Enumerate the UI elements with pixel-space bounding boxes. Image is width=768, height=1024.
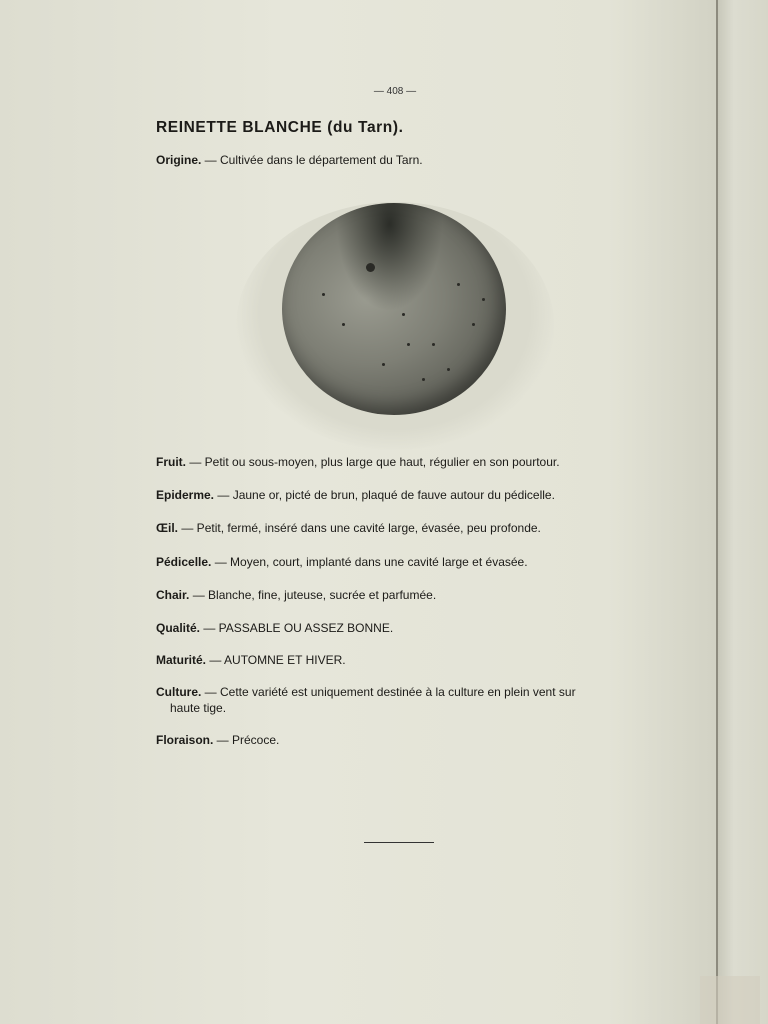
- entry-text: — Jaune or, picté de brun, plaqué de fauve autour du pédicelle.: [214, 488, 555, 502]
- entry-label: Qualité.: [156, 621, 201, 635]
- entry-oeil: [156, 520, 656, 536]
- origin-line: [156, 152, 656, 168]
- entry-label: Epiderme.: [156, 488, 215, 502]
- entry-floraison: [156, 732, 656, 748]
- entry-label: Maturité.: [156, 653, 207, 667]
- entry-text: — Moyen, court, implanté dans une cavité large et évasée.: [211, 555, 528, 569]
- entry-maturite: [156, 652, 656, 668]
- entry-text: — Petit ou sous-moyen, plus large que haut, régulier en son pourtour.: [186, 455, 560, 469]
- entry-text: — Blanche, fine, juteuse, sucrée et parfumée.: [189, 588, 437, 602]
- entry-label: Fruit.: [156, 455, 186, 469]
- entry-label: Chair.: [156, 588, 190, 602]
- entry-epiderme: [156, 487, 656, 503]
- entry-chair: [156, 587, 656, 603]
- entry-label: Œil.: [156, 521, 179, 535]
- entry-label: Culture.: [156, 685, 202, 699]
- entry-fruit: [156, 454, 656, 470]
- apple-photo: [282, 203, 506, 415]
- section-divider: [364, 842, 434, 843]
- entry-qualite: [156, 620, 656, 636]
- entry-text: — PASSABLE OU ASSEZ BONNE.: [200, 621, 394, 635]
- entry-text: — Cette variété est uniquement destinée à la culture en plein vent sur: [201, 685, 576, 699]
- corner-stamp: [700, 976, 760, 1024]
- entry-text-continued: haute tige.: [170, 701, 227, 715]
- page-number: — 408 —: [373, 86, 417, 97]
- entry-text: — Petit, fermé, inséré dans une cavité large, évasée, peu profonde.: [178, 521, 541, 535]
- page-title: REINETTE BLANCHE (du Tarn).: [156, 119, 404, 136]
- origin-label: Origine.: [156, 153, 202, 167]
- entry-text: — AUTOMNE ET HIVER.: [206, 653, 346, 667]
- entry-text: — Précoce.: [213, 733, 280, 747]
- entry-label: Floraison.: [156, 733, 214, 747]
- origin-text: — Cultivée dans le département du Tarn.: [201, 153, 423, 167]
- facing-page-edge: [716, 0, 768, 1024]
- entry-culture: [156, 684, 636, 716]
- entry-label: Pédicelle.: [156, 555, 212, 569]
- entry-pedicelle: [156, 554, 656, 570]
- apple-illustration: [236, 190, 554, 450]
